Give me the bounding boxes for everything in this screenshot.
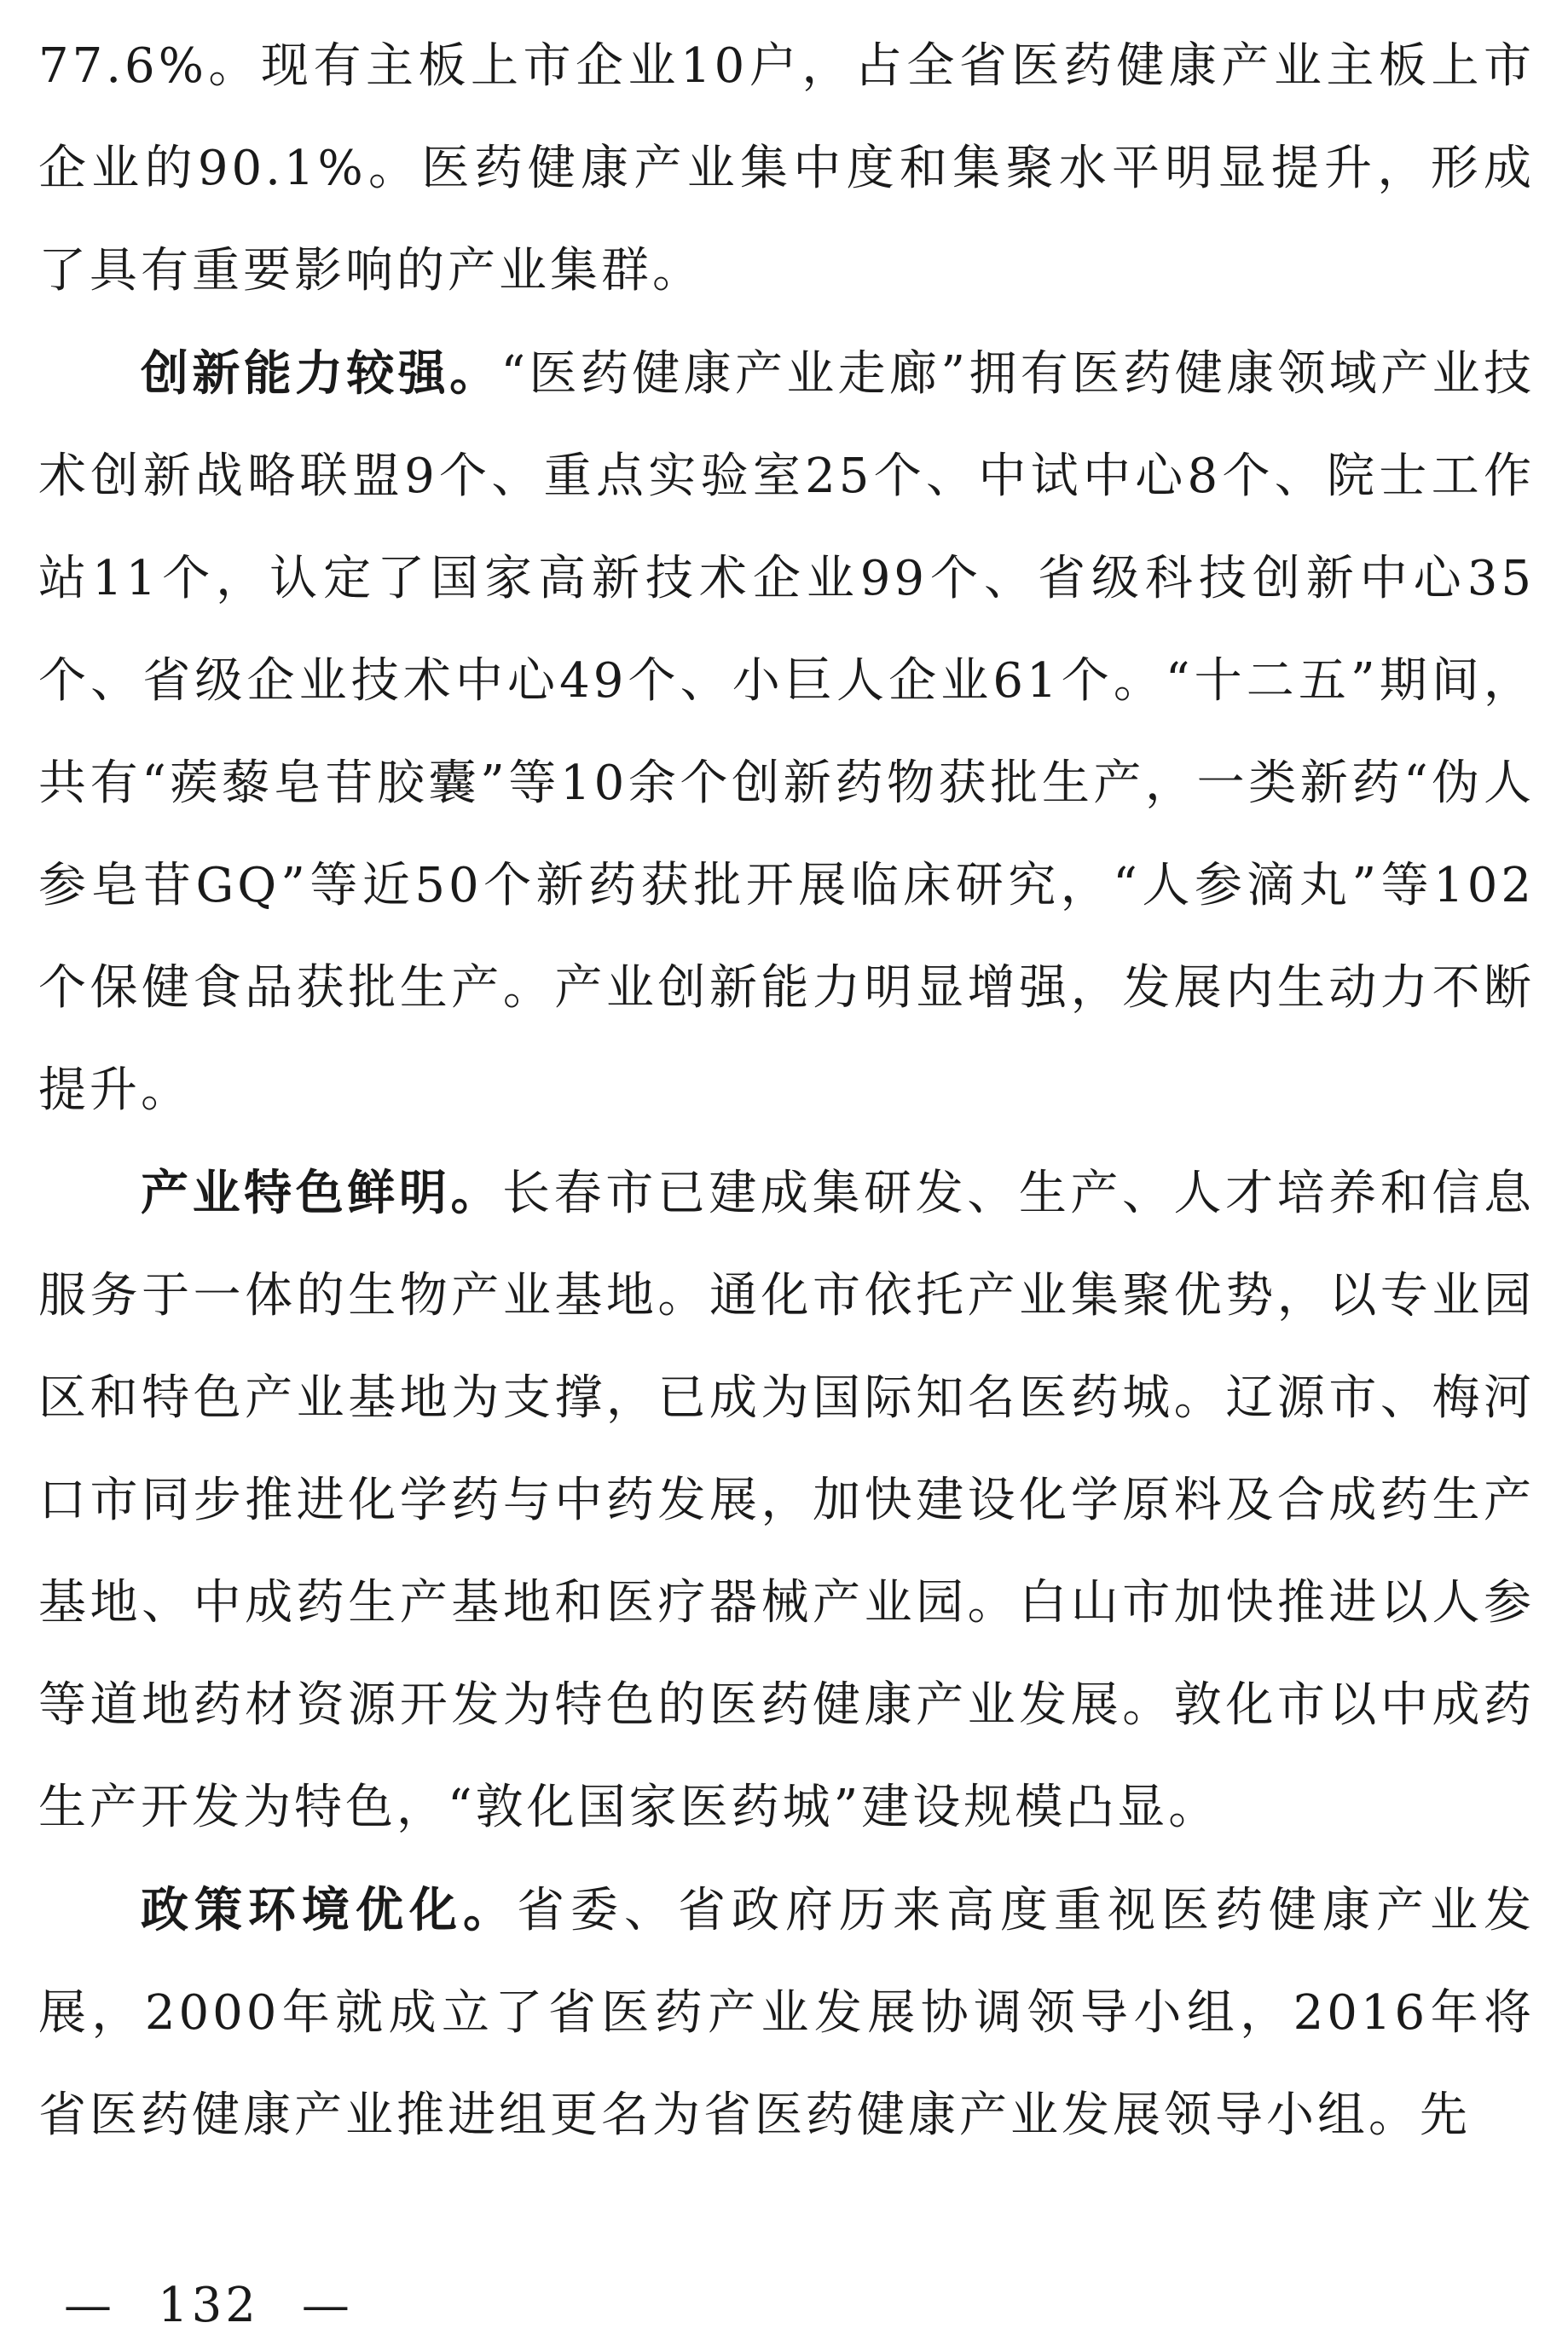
footer-dash-left: — xyxy=(64,2278,115,2333)
paragraph-text: 77.6%。现有主板上市企业10户，占全省医药健康产业主板上市企业的90.1%。医药健康产业集中度和集聚水平明显提升，形成了具有重要影响的产业集群。 xyxy=(38,38,1535,298)
paragraph-heading: 产业特色鲜明。 xyxy=(141,1165,503,1221)
paragraph-industry-features xyxy=(38,1142,1535,1859)
paragraph-policy xyxy=(38,1859,1535,2167)
paragraph-continuation xyxy=(38,15,1535,322)
paragraph-heading: 创新能力较强。 xyxy=(141,345,501,402)
document-page xyxy=(38,15,1535,2167)
page-footer xyxy=(55,2280,362,2331)
paragraph-innovation xyxy=(38,322,1535,1142)
paragraph-text: 省委、省政府历来高度重视医药健康产业发展，2000年就成立了省医药产业发展协调领导小组，2016年将省医药健康产业推进组更名为省医药健康产业发展领导小组。先 xyxy=(38,1883,1535,2143)
page-number: 132 xyxy=(158,2278,259,2333)
paragraph-text: 长春市已建成集研发、生产、人才培养和信息服务于一体的生物产业基地。通化市依托产业集聚优势，以专业园区和特色产业基地为支撑，已成为国际知名医药城。辽源市、梅河口市同步推进化学药与中药发展，加快建设化学原料及合成药生产基地、中成药生产基地和医疗器械产业园。白山市加快推进以人参等道地药材资源开发为特色的医药健康产业发展。敦化市以中成药生产开发为特色，“敦化国家医药城”建设规模凸显。 xyxy=(38,1166,1536,1835)
footer-dash-right: — xyxy=(301,2278,353,2333)
paragraph-text: “医药健康产业走廊”拥有医药健康领域产业技术创新战略联盟9个、重点实验室25个、中试中心8个、院士工作站11个，认定了国家高新技术企业99个、省级科技创新中心35个、省级企业技术中心49个、小巨人企业61个。“十二五”期间，共有“蒺藜皂苷胶囊”等10余个创新药物获批生产，一类新药“伪人参皂苷GQ”等近50个新药获批开展临床研究，“人参滴丸”等102个保健食品获批生产。产业创新能力明显增强，发展内生动力不断提升。 xyxy=(38,346,1535,1118)
paragraph-heading: 政策环境优化。 xyxy=(141,1882,517,1938)
